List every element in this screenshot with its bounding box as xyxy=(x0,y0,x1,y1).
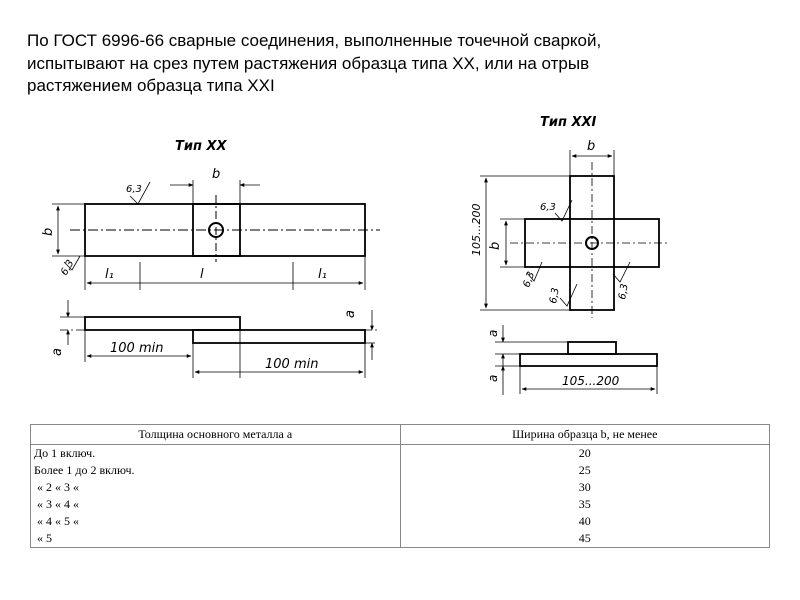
cell-width: 40 xyxy=(400,513,770,530)
xxi-label-63-c: 6,3 xyxy=(548,286,562,305)
column-header-width: Ширина образца b, не менее xyxy=(400,425,770,445)
xx-label-l: l xyxy=(200,267,204,282)
xx-label-63-bottom: 6,3 xyxy=(59,258,77,278)
table-row xyxy=(31,530,770,548)
xxi-side-plate-lower xyxy=(520,354,657,366)
table-row xyxy=(31,496,770,513)
type-xx-side-view xyxy=(60,300,380,378)
xx-label-b: b xyxy=(212,167,221,182)
xxi-label-63-b: 6,3 xyxy=(521,270,538,290)
intro-line-3: растяжением образца типа XXI xyxy=(27,76,275,95)
type-xxi-drawing xyxy=(470,115,668,395)
xx-label-63-top: 6,3 xyxy=(126,184,142,195)
xxi-label-63-a: 6,3 xyxy=(540,202,556,213)
xxi-label-63-d: 6,3 xyxy=(617,282,631,301)
type-xx-plan-view xyxy=(52,180,380,290)
xx-label-l1-right: l₁ xyxy=(318,267,327,282)
cell-thickness: « 5 xyxy=(31,530,401,548)
cell-thickness: До 1 включ. xyxy=(31,445,401,463)
xxi-label-105-bottom: 105...200 xyxy=(562,374,620,388)
type-xxi-plan-view xyxy=(480,150,668,318)
xx-label-100-right: 100 min xyxy=(265,357,319,372)
xxi-label-105-vertical: 105...200 xyxy=(470,203,483,256)
cell-width: 20 xyxy=(400,445,770,463)
cell-thickness: « 2 « 3 « xyxy=(31,479,401,496)
cell-width: 45 xyxy=(400,530,770,548)
cell-thickness: « 4 « 5 « xyxy=(31,513,401,530)
table-header-row xyxy=(31,425,770,445)
xx-label-a-left: a xyxy=(50,348,65,356)
type-xx-title: Тип XX xyxy=(175,139,227,154)
intro-line-2: испытывают на срез путем растяжения образца типа XX, или на отрыв xyxy=(27,53,590,73)
cell-width: 35 xyxy=(400,496,770,513)
type-xxi-title: Тип XXI xyxy=(540,115,597,130)
cell-width: 30 xyxy=(400,479,770,496)
xx-label-l1-left: l₁ xyxy=(105,267,114,282)
intro-line-1: По ГОСТ 6996-66 сварные соединения, выполненные точечной сваркой, xyxy=(27,31,602,50)
xx-label-a-right: a xyxy=(343,310,358,318)
xxi-label-a-upper: a xyxy=(486,329,500,337)
column-header-thickness: Толщина основного металла a xyxy=(31,425,401,445)
cell-thickness: « 3 « 4 « xyxy=(31,496,401,513)
type-xx-drawing xyxy=(41,139,380,378)
table-row xyxy=(31,462,770,479)
cell-width: 25 xyxy=(400,462,770,479)
xxi-label-b-side: b xyxy=(488,241,503,250)
cell-thickness: Более 1 до 2 включ. xyxy=(31,462,401,479)
xxi-label-a-lower: a xyxy=(486,374,500,382)
xx-side-plate-lower xyxy=(193,330,365,343)
xx-label-b-side: b xyxy=(41,227,56,236)
xxi-side-plate-upper xyxy=(568,342,616,354)
xx-side-plate-upper xyxy=(85,317,240,330)
xx-label-100-left: 100 min xyxy=(110,341,164,356)
table-row xyxy=(31,513,770,530)
table-row xyxy=(31,445,770,463)
xxi-label-b-top: b xyxy=(587,139,596,154)
thickness-width-table xyxy=(30,424,770,548)
table-row xyxy=(31,479,770,496)
